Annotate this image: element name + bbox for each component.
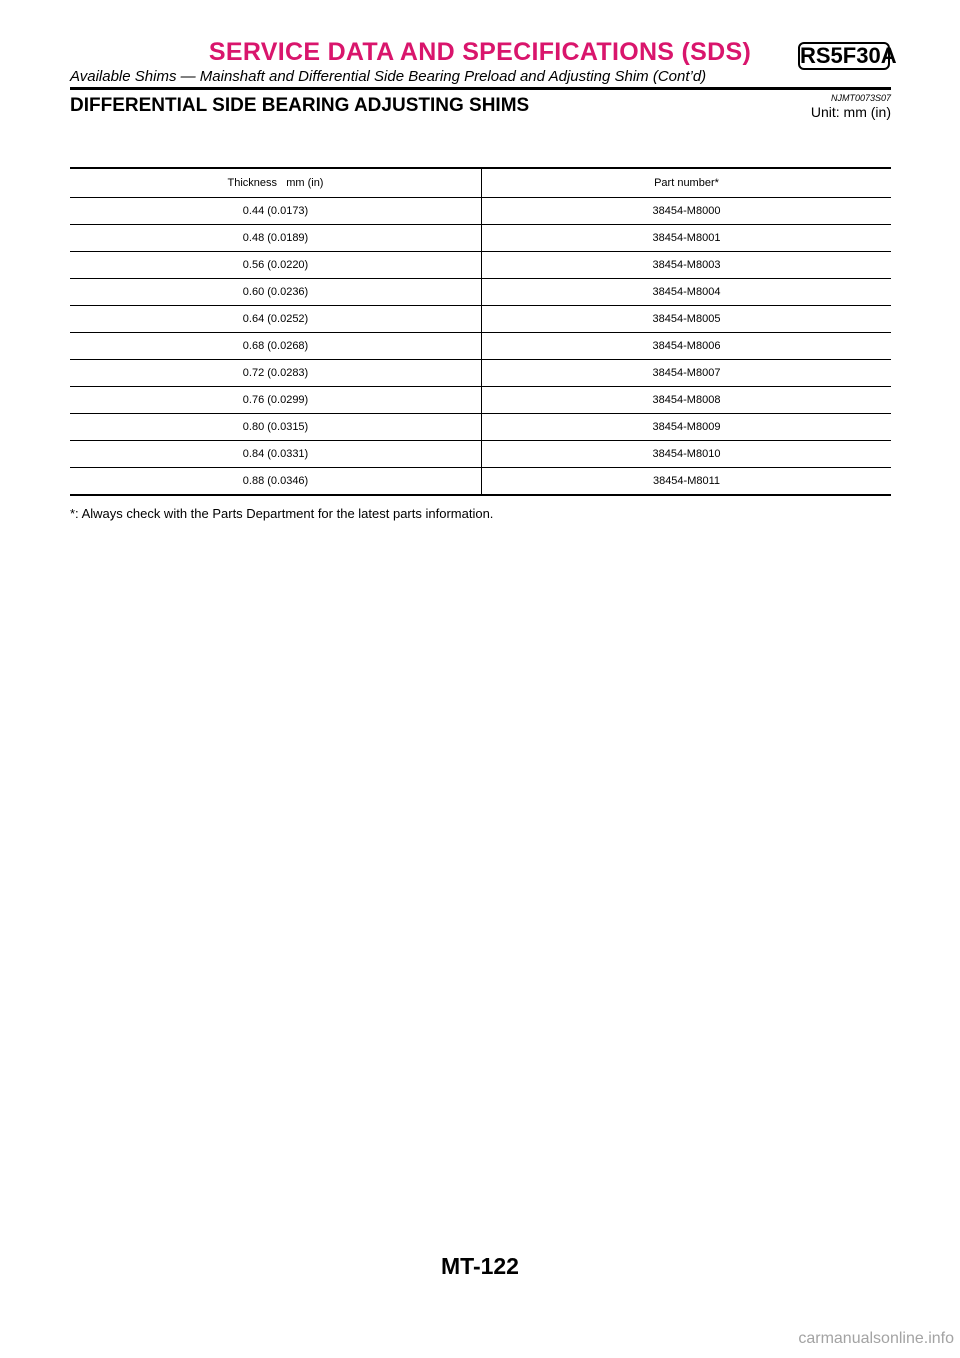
part-number-cell: 38454-M8003 (482, 252, 892, 279)
thickness-cell: 0.76 (0.0299) (70, 387, 482, 414)
part-number-cell: 38454-M8001 (482, 225, 892, 252)
unit-label: Unit: mm (in) (810, 104, 891, 120)
part-number-cell: 38454-M8006 (482, 333, 892, 360)
table-row (70, 279, 891, 306)
thickness-cell: 0.48 (0.0189) (70, 225, 482, 252)
watermark: carmanualsonline.info (798, 1330, 954, 1347)
table-row (70, 198, 891, 225)
column-header-part-number: Part number* (482, 168, 892, 198)
table-row (70, 441, 891, 468)
table-row (70, 360, 891, 387)
part-number-cell: 38454-M8004 (482, 279, 892, 306)
thickness-cell: 0.68 (0.0268) (70, 333, 482, 360)
part-number-cell: 38454-M8008 (482, 387, 892, 414)
thickness-cell: 0.64 (0.0252) (70, 306, 482, 333)
table-row (70, 468, 891, 496)
page-number: MT-122 (441, 1253, 519, 1279)
section-title: DIFFERENTIAL SIDE BEARING ADJUSTING SHIMS (70, 95, 530, 116)
shims-table (70, 167, 891, 496)
part-number-cell: 38454-M8011 (482, 468, 892, 496)
table-row (70, 225, 891, 252)
thickness-cell: 0.44 (0.0173) (70, 198, 482, 225)
header-title: SERVICE DATA AND SPECIFICATIONS (SDS) (208, 38, 752, 66)
table-row (70, 333, 891, 360)
part-number-cell: 38454-M8009 (482, 414, 892, 441)
section-code: NJMT0073S07 (830, 93, 891, 103)
model-badge: RS5F30A (800, 43, 897, 68)
table-row (70, 414, 891, 441)
part-number-cell: 38454-M8000 (482, 198, 892, 225)
footnote: *: Always check with the Parts Department for the latest parts information. (70, 506, 494, 521)
part-number-cell: 38454-M8010 (482, 441, 892, 468)
thickness-cell: 0.80 (0.0315) (70, 414, 482, 441)
thickness-cell: 0.72 (0.0283) (70, 360, 482, 387)
header-divider (70, 87, 891, 90)
header-subtitle: Available Shims — Mainshaft and Differential Side Bearing Preload and Adjusting Shim (Cont’d) (70, 68, 707, 85)
table-header-row (70, 168, 891, 198)
part-number-cell: 38454-M8007 (482, 360, 892, 387)
column-header-thickness: Thickness mm (in) (70, 168, 482, 198)
table-row (70, 306, 891, 333)
table-row (70, 387, 891, 414)
thickness-cell: 0.88 (0.0346) (70, 468, 482, 496)
part-number-cell: 38454-M8005 (482, 306, 892, 333)
thickness-cell: 0.84 (0.0331) (70, 441, 482, 468)
thickness-cell: 0.60 (0.0236) (70, 279, 482, 306)
table-row (70, 252, 891, 279)
thickness-cell: 0.56 (0.0220) (70, 252, 482, 279)
